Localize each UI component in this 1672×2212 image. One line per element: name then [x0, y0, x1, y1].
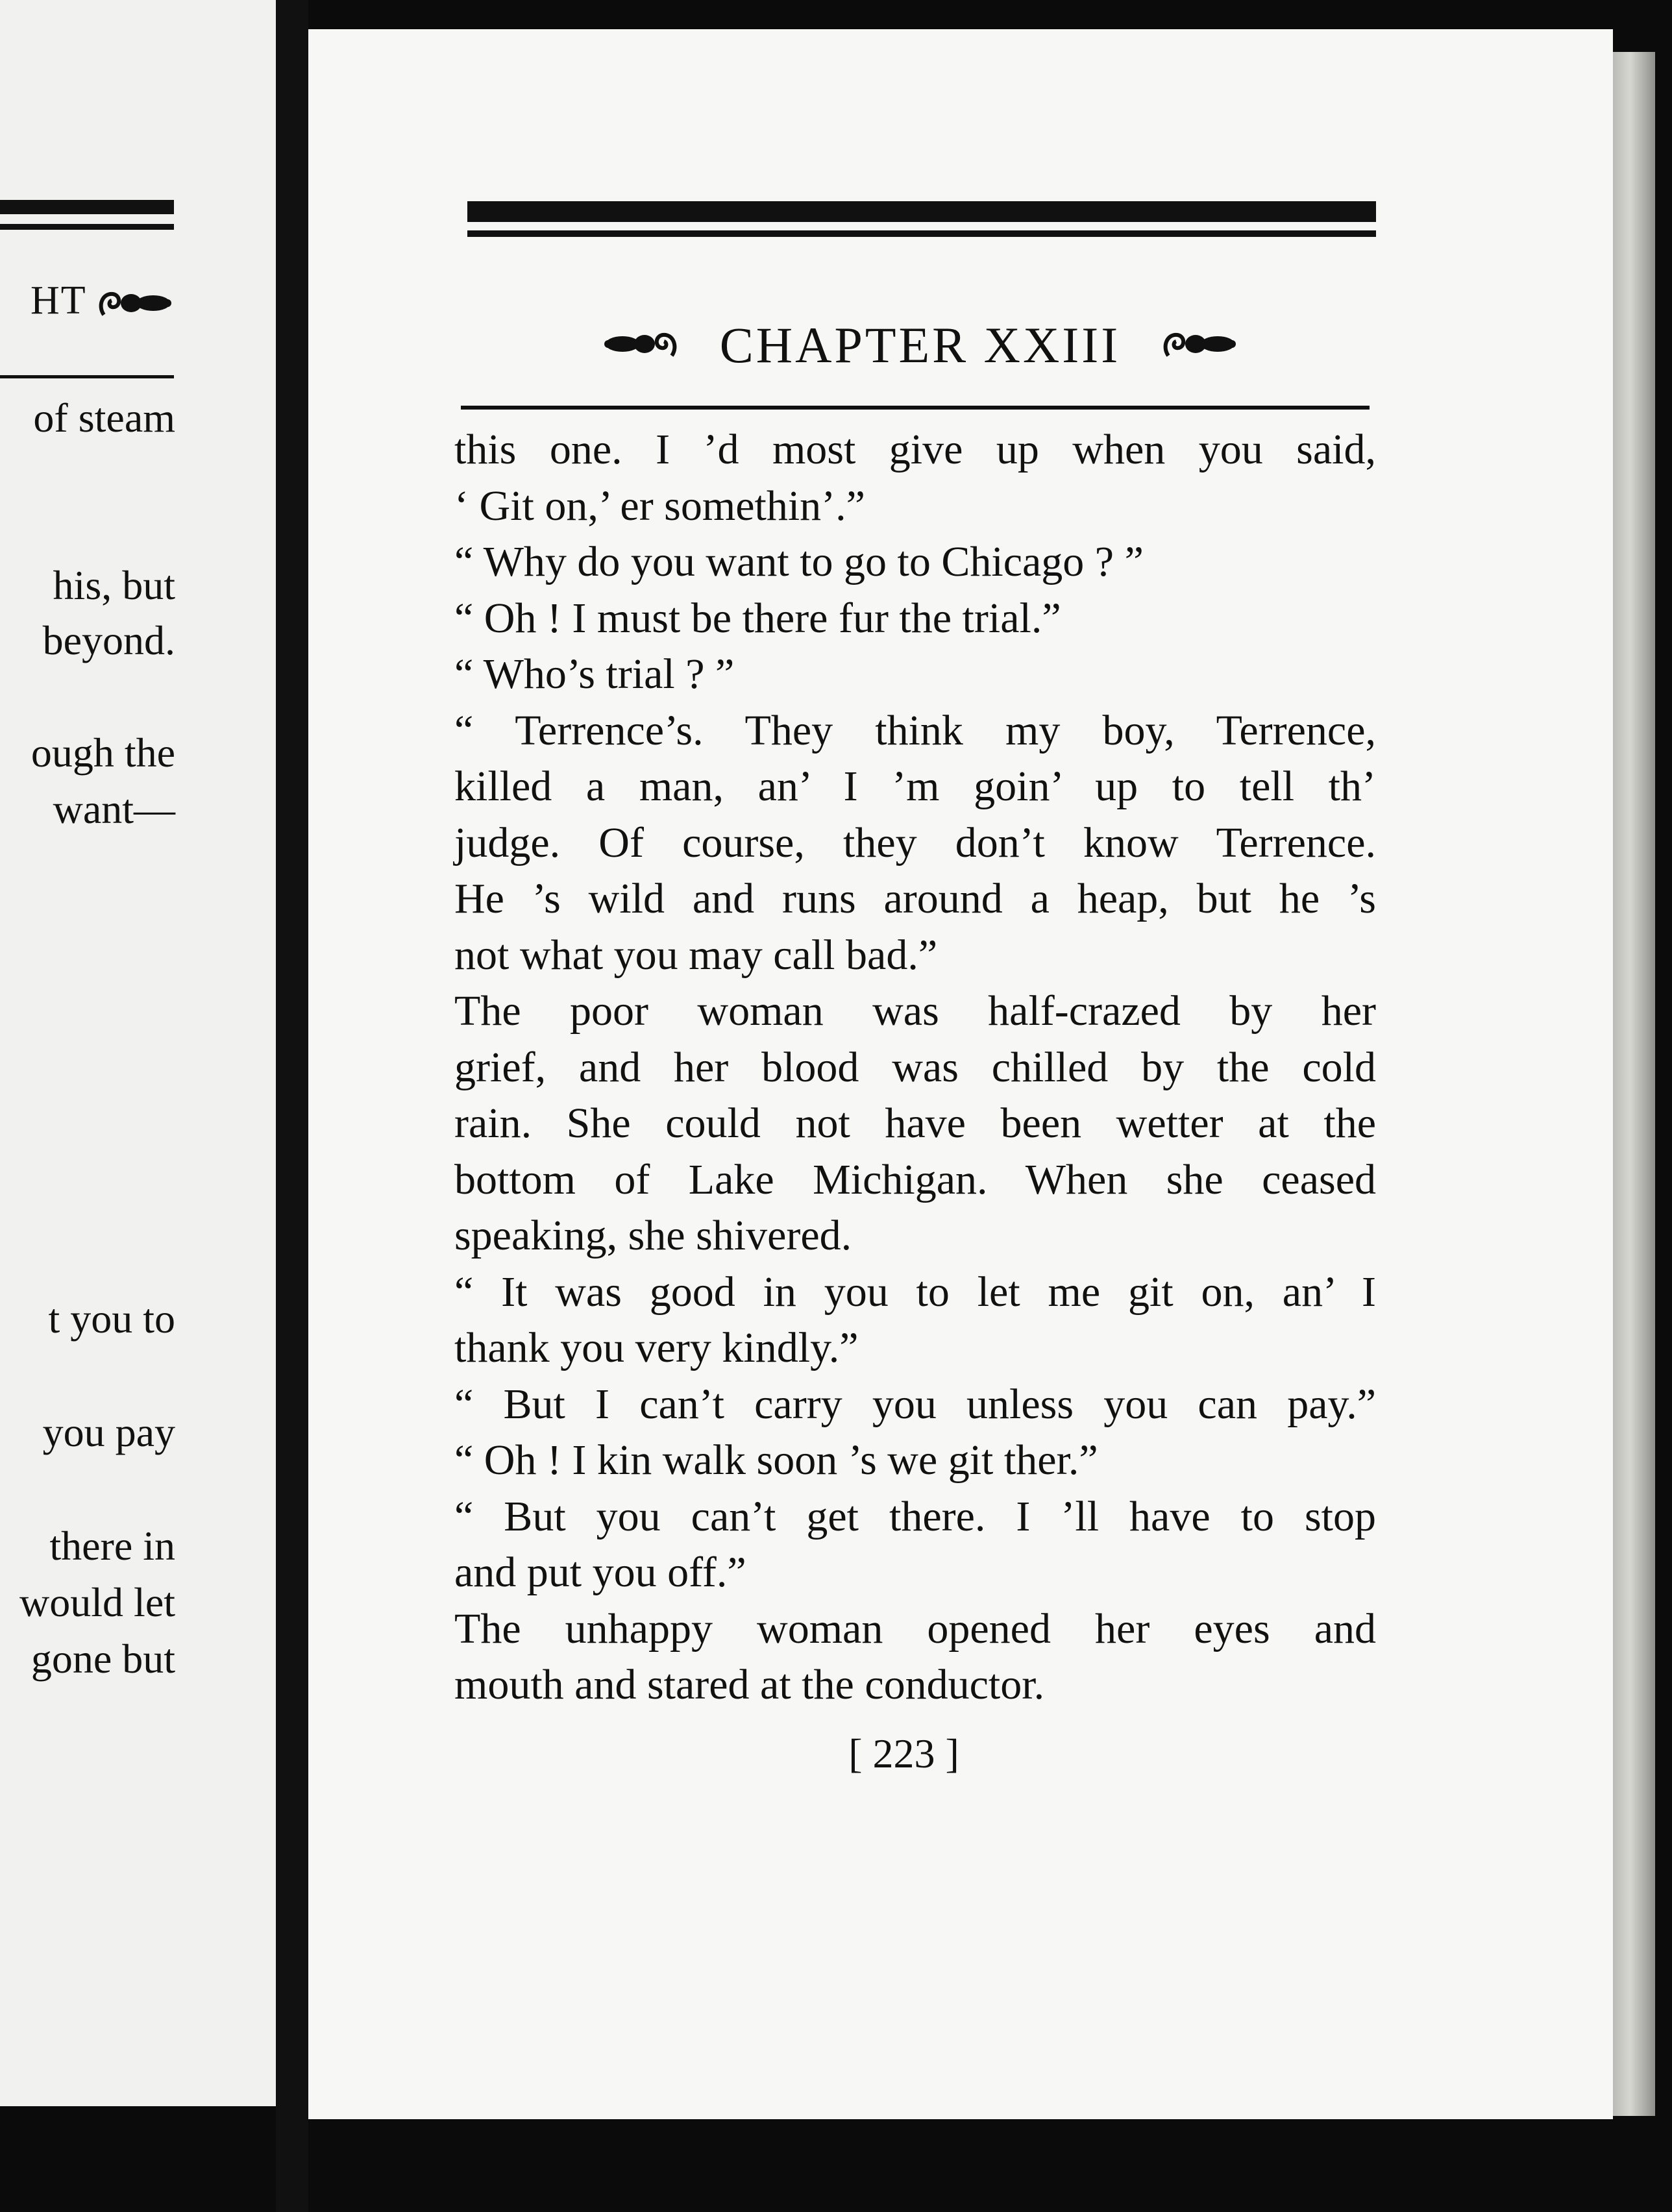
- left-line: there in: [49, 1523, 175, 1569]
- fleuron-ornament-left-icon: [600, 327, 678, 363]
- header-rule-thin: [467, 230, 1376, 237]
- text-line: “ Terrence’s. They think my boy, Terrence,: [454, 706, 1376, 754]
- text-line: “ Who’s trial ? ”: [454, 650, 735, 698]
- text-line: bottom of Lake Michigan. When she ceased: [454, 1155, 1376, 1203]
- text-line: and put you off.”: [454, 1549, 746, 1596]
- text-line: speaking, she shivered.: [454, 1212, 852, 1259]
- previous-page-heading: HT: [31, 280, 175, 323]
- fleuron-ornament-icon: [97, 286, 175, 323]
- fleuron-ornament-right-icon: [1162, 327, 1240, 363]
- text-line: thank you very kindly.”: [454, 1324, 859, 1371]
- chapter-heading: [308, 315, 1532, 374]
- text-line: killed a man, an’ I ’m goin’ up to tell th’: [454, 763, 1376, 810]
- text-line: rain. She could not have been wetter at the: [454, 1100, 1376, 1147]
- book-page: [308, 29, 1613, 2119]
- text-line: grief, and her blood was chilled by the cold: [454, 1043, 1376, 1091]
- text-line: “ Oh ! I kin walk soon ’s we git ther.”: [454, 1436, 1098, 1484]
- chapter-title: CHAPTER XXIII: [719, 317, 1121, 374]
- header-rule-thick: [0, 200, 174, 214]
- text-line: “ Oh ! I must be there fur the trial.”: [454, 594, 1061, 642]
- text-line: ‘ Git on,’ er somethin’.”: [454, 482, 865, 530]
- text-line: “ But you can’t get there. I ’ll have to stop: [454, 1492, 1376, 1540]
- text-line: “ It was good in you to let me git on, an’ I: [454, 1268, 1376, 1316]
- page-stack-edge: [1613, 52, 1655, 2116]
- body-text: [454, 422, 1376, 1714]
- left-line: gone but: [31, 1636, 175, 1682]
- left-line: of steam: [33, 395, 175, 441]
- left-line: ough the: [31, 730, 175, 776]
- previous-page-fragment: [0, 0, 276, 2106]
- header-rule-underline: [0, 375, 174, 378]
- header-rule-thick: [467, 201, 1376, 222]
- page-number: [ 223 ]: [848, 1730, 959, 1776]
- text-line: The poor woman was half-crazed by her: [454, 987, 1376, 1035]
- left-line: t you to: [48, 1296, 175, 1342]
- left-line: would let: [19, 1579, 175, 1625]
- heading-underline-rule: [461, 406, 1370, 410]
- book-spine-gutter: [276, 0, 308, 2212]
- text-line: He ’s wild and runs around a heap, but he ’s: [454, 875, 1376, 922]
- left-line: his, but: [53, 562, 175, 608]
- text-line: judge. Of course, they don’t know Terrence.: [454, 818, 1376, 866]
- left-line: you pay: [42, 1409, 175, 1455]
- text-line: this one. I ’d most give up when you said,: [454, 426, 1376, 473]
- text-line: “ But I can’t carry you unless you can pay.”: [454, 1380, 1376, 1428]
- header-rule-thin: [0, 224, 174, 230]
- text-line: mouth and stared at the conductor.: [454, 1661, 1045, 1708]
- text-line: not what you may call bad.”: [454, 931, 938, 979]
- left-line: want—: [53, 786, 175, 832]
- text-line: The unhappy woman opened her eyes and: [454, 1604, 1376, 1653]
- left-line: beyond.: [42, 617, 175, 663]
- text-line: “ Why do you want to go to Chicago ? ”: [454, 538, 1144, 585]
